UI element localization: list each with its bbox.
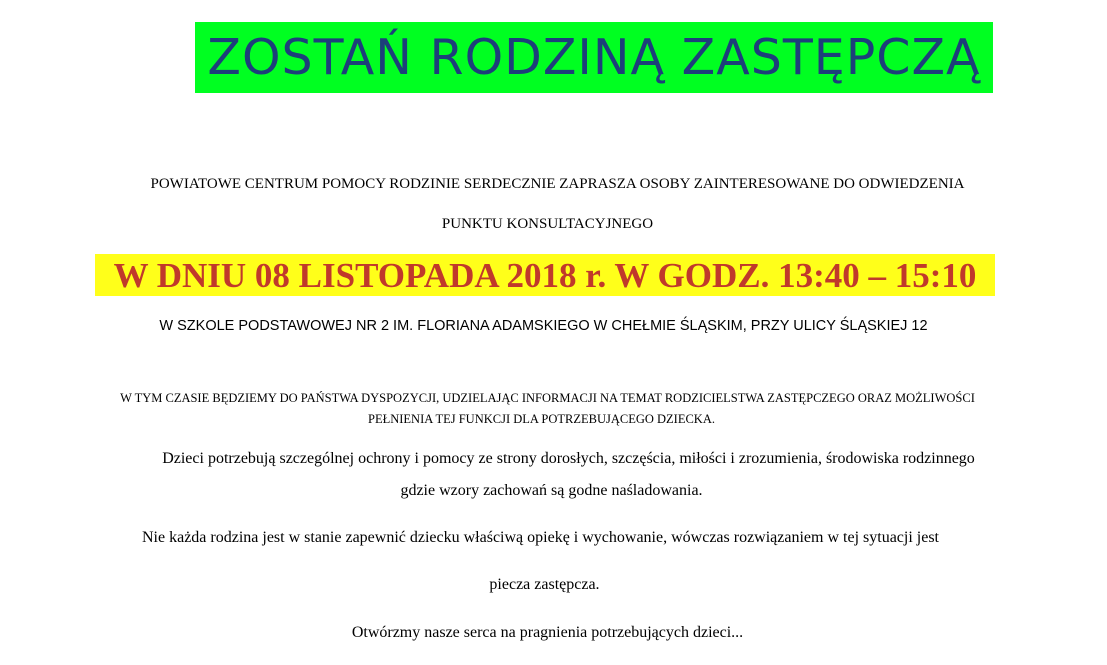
info-line-1: W TYM CZASIE BĘDZIEMY DO PAŃSTWA DYSPOZYCJI, UDZIELAJĄC INFORMACJI NA TEMAT RODZICIELSTWA ZASTĘPCZEGO ORAZ MOŻLIWOŚCI — [120, 391, 975, 405]
paragraph-2-line-1: Nie każda rodzina jest w stanie zapewnić dziecku właściwą opiekę i wychowanie, wówczas rozwiązaniem w tej sytuacji jest — [141, 529, 939, 546]
date-highlight — [95, 254, 995, 296]
paragraph-1-line-2: gdzie wzory zachowań są godne naśladowania. — [400, 482, 703, 499]
page-title: ZOSTAŃ RODZINĄ ZASTĘPCZĄ — [207, 29, 981, 86]
event-datetime: W DNIU 08 LISTOPADA 2018 r. W GODZ. 13:40 – 15:10 — [113, 256, 977, 295]
invitation-line-1: POWIATOWE CENTRUM POMOCY RODZINIE SERDECZNIE ZAPRASZA OSOBY ZAINTERESOWANE DO ODWIEDZENIA — [150, 176, 965, 192]
title-highlight — [195, 22, 993, 93]
paragraph-2-line-2: piecza zastępcza. — [489, 576, 600, 593]
event-location: W SZKOLE PODSTAWOWEJ NR 2 IM. FLORIANA ADAMSKIEGO W CHEŁMIE ŚLĄSKIM, PRZY ULICY ŚLĄSKIEJ 12 — [159, 318, 928, 334]
invitation-line-2: PUNKTU KONSULTACYJNEGO — [441, 216, 654, 232]
closing-line: Otwórzmy nasze serca na pragnienia potrzebujących dzieci... — [351, 624, 744, 641]
info-line-2: PEŁNIENIA TEJ FUNKCJI DLA POTRZEBUJĄCEGO DZIECKA. — [368, 412, 715, 426]
paragraph-1-line-1: Dzieci potrzebują szczególnej ochrony i pomocy ze strony dorosłych, szczęścia, miłości i zrozumienia, środowiska rodzinnego — [162, 450, 975, 467]
